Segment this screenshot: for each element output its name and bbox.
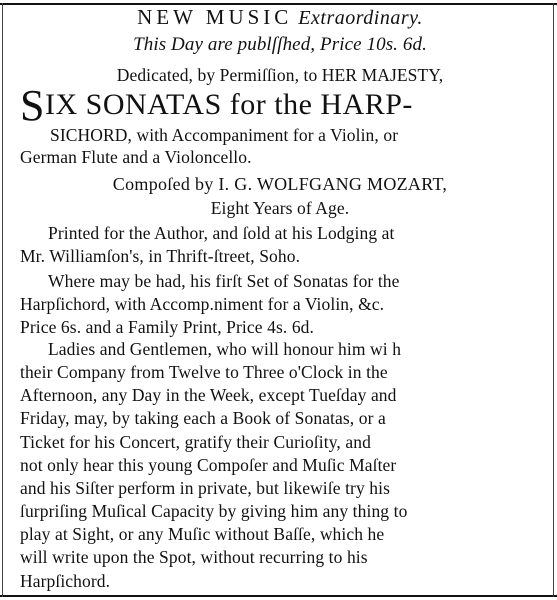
published-line: This Day are publſſhed, Price 10s. 6d. (133, 34, 427, 55)
where-line-2: Harpſichord, with Accomp.niment for a Violin, &c. (20, 294, 385, 314)
composer-line: Compoſed by I. G. WOLFGANG MOZART, (112, 174, 448, 194)
headline (20, 6, 540, 29)
age-line: Eight Years of Age. (210, 198, 350, 218)
title-drop-letter: S (20, 81, 45, 130)
dedication-line: Dedicated, by Permiſſion, to HER MAJESTY, (116, 65, 444, 85)
printed-line-2: Mr. Williamſon's, in Thrift-ſtreet, Soho. (20, 246, 301, 266)
bottom-border-rule (0, 595, 557, 597)
ladies-line-5: Ticket for his Concert, gratify their Curioſity, and (20, 432, 371, 452)
ladies-line-10: will write upon the Spot, without recurring to his (20, 547, 368, 567)
ladies-line-11: Harpſichord. (20, 571, 111, 591)
ladies-line-8: ſurpriſing Muſical Capacity by giving him any thing to (20, 501, 408, 521)
printed-line-1: Printed for the Author, and ſold at his Lodging at (48, 223, 395, 243)
ladies-line-3: Afternoon, any Day in the Week, except Tueſday and (20, 385, 397, 405)
left-border-rule (2, 3, 3, 597)
ladies-line-6: not only hear this young Compoſer and Muſic Maſter (20, 455, 397, 475)
right-border-rule (553, 3, 554, 597)
where-line-3: Price 6s. and a Family Print, Price 4s. 6d. (20, 317, 314, 337)
headline-caps: NEW MUSIC (137, 5, 293, 29)
ladies-line-9: play at Sight, or any Muſic without Baſſe, which he (20, 524, 385, 544)
ladies-line-7: and his Siſter perform in private, but likewiſe try his (20, 478, 391, 498)
ladies-line-2: their Company from Twelve to Three o'Clock in the (20, 362, 388, 382)
title-continuation: SICHORD, with Accompaniment for a Violin, or (50, 125, 399, 145)
title-rest: IX SONATAS for the HARP- (44, 88, 413, 121)
title-continuation-2: German Flute and a Violoncello. (20, 147, 252, 167)
headline-italic: Extraordinary. (298, 7, 423, 29)
ladies-line-4: Friday, may, by taking each a Book of Sonatas, or a (20, 408, 386, 428)
title-line (20, 81, 540, 130)
where-line-1: Where may be had, his firſt Set of Sonatas for the (48, 271, 400, 291)
ladies-line-1: Ladies and Gentlemen, who will honour him wi h (48, 339, 402, 359)
